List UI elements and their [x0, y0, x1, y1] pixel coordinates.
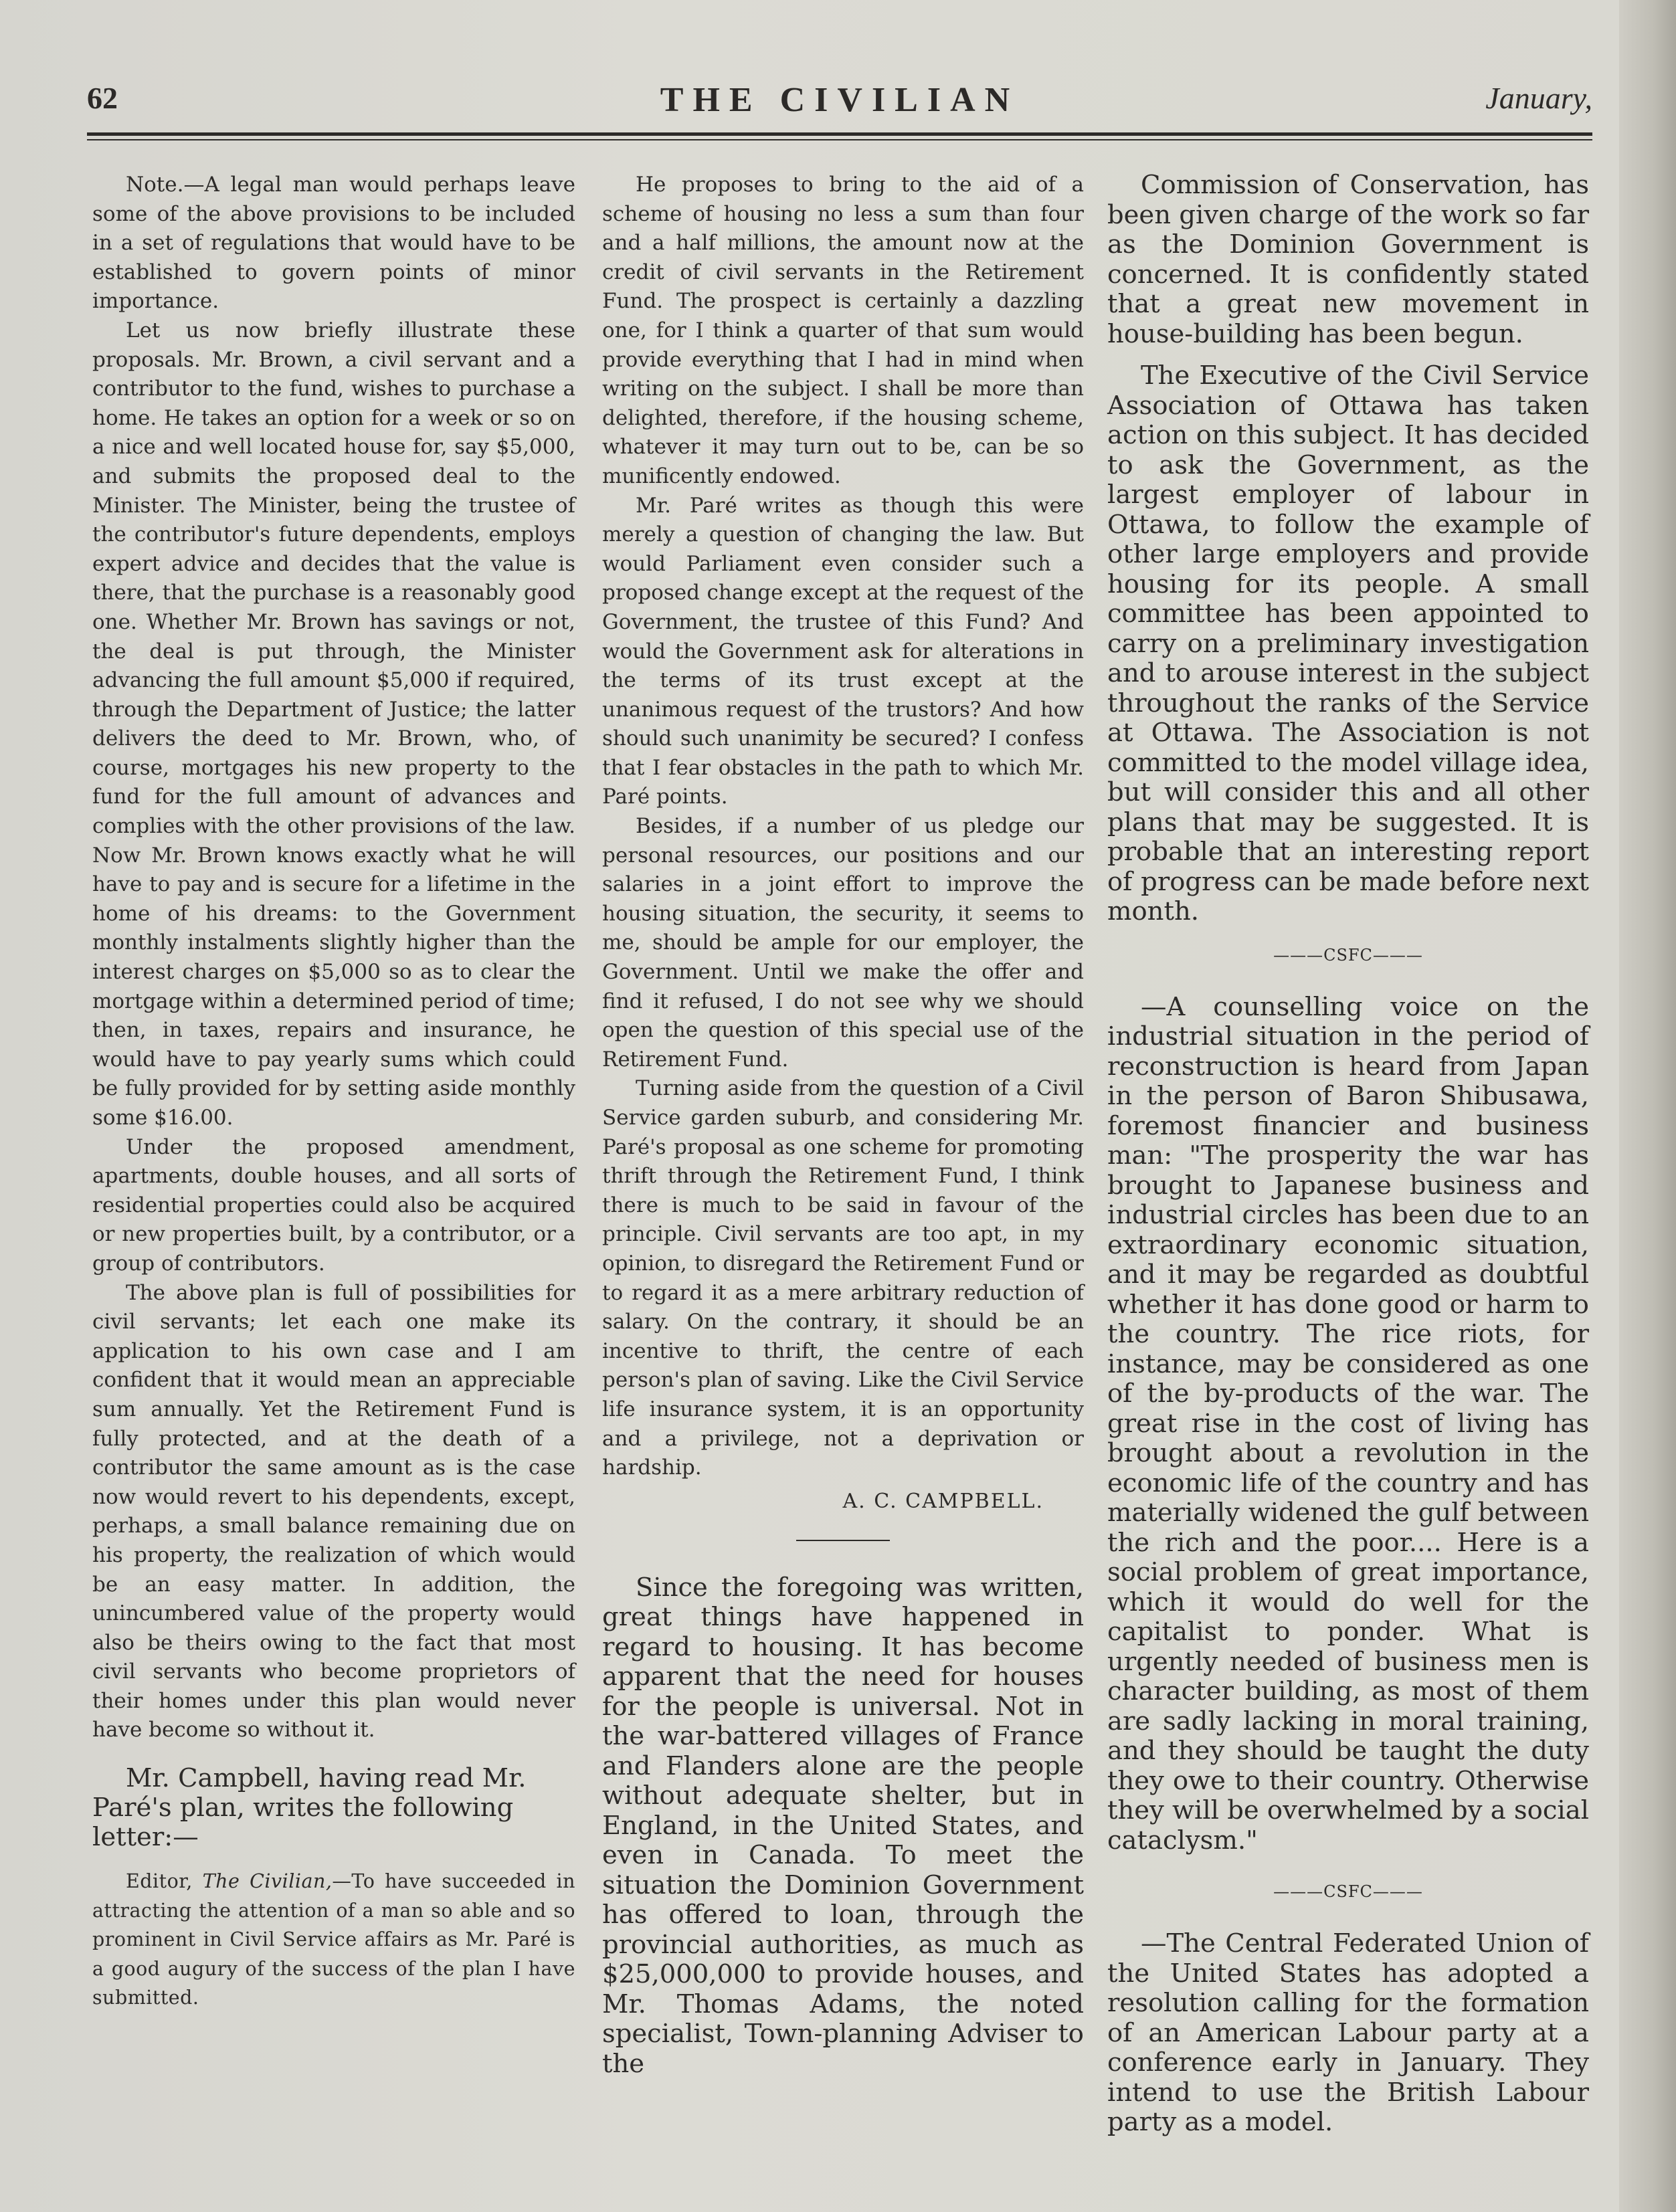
publication-title: THE CIVILIAN: [660, 81, 1020, 119]
letter-heading: Mr. Campbell, having read Mr. Paré's plan, writes the following letter:—: [92, 1763, 527, 1853]
paragraph-illustration: Let us now briefly illustrate these proposals. Mr. Brown, a civil servant and a contributor to the fund, wishes to purchase a home. He takes an option for a week or so on a nice and well located house for, say $5,000, and submits the proposed deal to the Minister. The Minister, being the trustee of the contributor's future dependents, employs expert advice and decides that the value is there, that the purchase is a reasonably good one. Whether Mr. Brown has savings or not, the deal is put through, the Minister advancing the full amount $5,000 if required, through the Department of Justice; the latter delivers the deed to Mr. Brown, who, of course, mortgages his new property to the fund for the full amount of advances and complies with the other provisions of the law. Now Mr. Brown knows exactly what he will have to pay and is secure for a lifetime in the home of his dreams: to the Government monthly instalments slightly higher than the interest charges on $5,000 so as to clear the mortgage within a determined period of time; then, in taxes, repairs and insurance, he would have to pay yearly sums which could be fully provided for by setting aside monthly some $16.00.: [92, 318, 575, 1130]
page-number: 62: [87, 81, 118, 115]
page-header: [87, 80, 1592, 140]
column-middle: [602, 171, 1084, 2079]
paragraph-executive: The Executive of the Civil Service Association of Ottawa has taken action on this subject. It has decided to ask the Government, as the largest employer of labour in Ottawa, to follow the example of other large employers and provide housing for its people. A small committee has been appointed to carry on a preliminary investigation and to arouse interest in the subject throughout the ranks of the Service at Ottawa. The Association is not committed to the model village idea, but will consider this and all other plans that may be suggested. It is probable that an interesting report of progress can be made before next month.: [1107, 361, 1589, 926]
section-divider: [796, 1540, 890, 1541]
paragraph-amendment: Under the proposed amendment, apartments, double houses, and all sorts of residential properties could also be acquired or new properties built, by a contributor, or a group of contributors.: [92, 1134, 575, 1276]
column-right: [1107, 171, 1589, 2138]
csfc-separator: ———CSFC———: [1273, 945, 1423, 965]
paragraph-thrift: Turning aside from the question of a Civil Service garden suburb, and considering Mr. Paré's proposal as one scheme for promoting thrift through the Retirement Fund, I think there is much to be said in favour of the principle. Civil servants are too apt, in my opinion, to disregard the Retirement Fund or to regard it as a mere arbitrary reduction of salary. On the contrary, it should be an incentive to thrift, the centre of each person's plan of saving. Like the Civil Service life insurance system, it is an opportunity and a privilege, not a deprivation or hardship.: [602, 1076, 1084, 1480]
header-rule-thick: [87, 132, 1592, 136]
paragraph-possibilities: The above plan is full of possibilities for civil servants; let each one make its application to his own case and I am confident that it would mean an appreciable sum annually. Yet the Retirement Fund is fully protected, and at the death of a contributor the same amount as is the case now would revert to his dependents, except, perhaps, a small balance remaining due on his property, the realization of which would be an easy matter. In addition, the unincumbered value of the property would also be theirs owing to the fact that most civil servants who become proprietors of their homes under this plan would never have become so without it.: [92, 1280, 575, 1742]
csfc-separator: ———CSFC———: [1273, 1882, 1423, 1901]
letter-signature: A. C. CAMPBELL.: [842, 1489, 1044, 1513]
paragraph-housing-news: Since the foregoing was written, great things have happened in regard to housing. It has become apparent that the need for houses for the people is universal. Not in the war-battered villages of France and Flanders alone are the people without adequate shelter, but in England, in the United States, and even in Canada. To meet the situation the Dominion Government has offered to loan, through the provincial authorities, as much as $25,000,000 to provide houses, and Mr. Thomas Adams, the noted specialist, Town-planning Adviser to the: [602, 1572, 1084, 2079]
paragraph-proposal: He proposes to bring to the aid of a scheme of housing no less a sum than four and a half millions, the amount now at the credit of civil servants in the Retirement Fund. The prospect is certainly a dazzling one, for I think a quarter of that sum would provide everything that I had in mind when writing on the subject. I shall be more than delighted, therefore, if the housing scheme, whatever it may turn out to be, can be so munificently endowed.: [602, 173, 1084, 488]
paragraph-note: Note.—A legal man would perhaps leave some of the above provisions to be included in a set of regulations that would have to be established to govern points of minor importance.: [92, 173, 575, 314]
paragraph-labour-party: —The Central Federated Union of the United States has adopted a resolution calling for the formation of an American Labour party at a conference early in January. They intend to use the British Labour party as a model.: [1107, 1928, 1589, 2137]
paragraph-parliament: Mr. Paré writes as though this were merely a question of changing the law. But would Parliament even consider such a proposed change except at the request of the Government, the trustee of this Fund? And would the Government ask for alterations in the terms of its trust except at the unanimous request of the trustors? And how should such unanimity be secured? I confess that I fear obstacles in the path to which Mr. Paré points.: [602, 493, 1084, 809]
paragraph-shibusawa: —A counselling voice on the industrial situation in the period of reconstruction is heard from Japan in the person of Baron Shibusawa, foremost financier and business man: "The prosperity the war has brought to Japanese business and industrial circles has been due to an extraordinary economic situation, and it may be regarded as doubtful whether it has done good or harm to the country. The rice riots, for instance, may be considered as one of the by-products of the war. The great rise in the cost of living has brought about a revolution in the economic life of the country and has materially widened the gulf between the rich and the poor.... Here is a social problem of great importance, which it would do well for the capitalist to ponder. What is urgently needed of business men is character building, as most of them are sadly lacking in moral training, and they should be taught the duty they owe to their country. Otherwise they will be overwhelmed by a social cataclysm.": [1107, 991, 1589, 1855]
column-left: [92, 171, 575, 2013]
letter-paragraph: [92, 1867, 575, 2013]
header-rule-thin: [87, 139, 1592, 140]
letter-body: —To have succeeded in attracting the attention of a man so able and so prominent in Civil Service affairs as Mr. Paré is a good augury of the success of the plan I have submitted.: [92, 1870, 575, 2009]
publication-name: The Civilian,: [202, 1870, 333, 1893]
page-binding-edge: [1619, 0, 1676, 2212]
issue-month: January,: [1485, 81, 1592, 115]
paragraph-resources: Besides, if a number of us pledge our personal resources, our positions and our salaries in a joint effort to improve the housing situation, the security, it seems to me, should be ample for our employer, the Government. Until we make the offer and find it refused, I do not see why we should open the question of this special use of the Retirement Fund.: [602, 814, 1084, 1072]
paragraph-commission: Commission of Conservation, has been given charge of the work so far as the Dominion Government is concerned. It is confidently stated that a great new movement in house-building has been begun.: [1107, 170, 1589, 349]
letter-salutation: Editor,: [126, 1870, 203, 1893]
